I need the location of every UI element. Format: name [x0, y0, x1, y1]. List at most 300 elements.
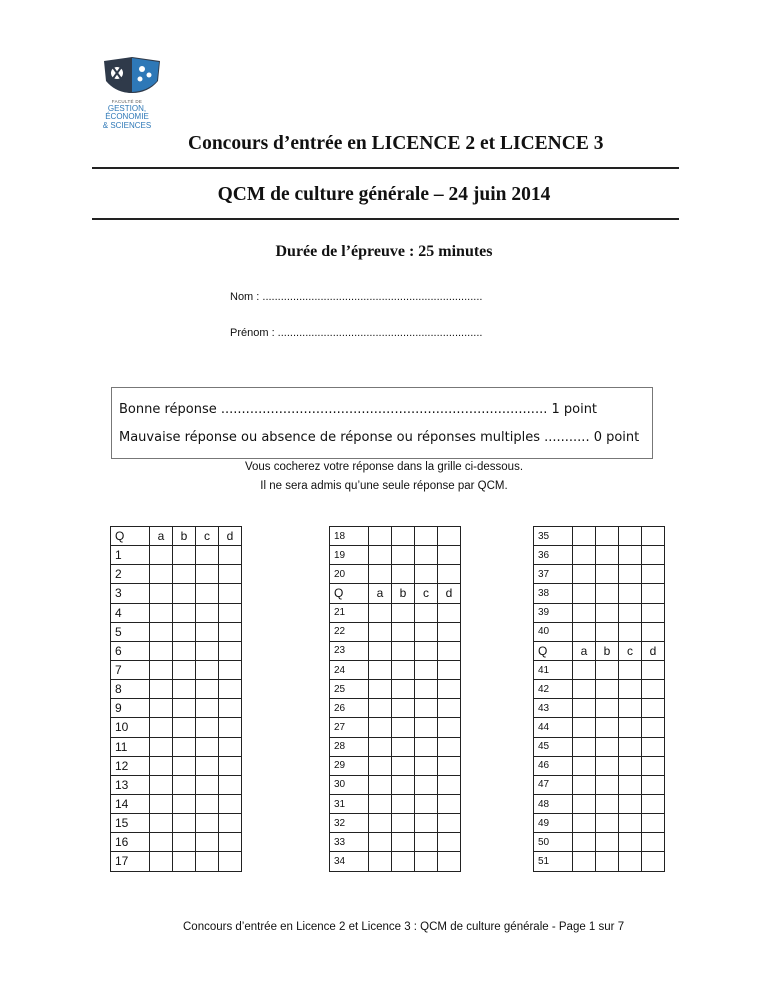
answer-checkbox-cell[interactable] [438, 718, 461, 737]
answer-checkbox-cell[interactable] [573, 699, 596, 718]
answer-checkbox-cell[interactable] [392, 680, 415, 699]
answer-checkbox-cell[interactable] [415, 641, 438, 660]
answer-checkbox-cell[interactable] [415, 603, 438, 622]
answer-checkbox-cell[interactable] [642, 718, 665, 737]
answer-checkbox-cell[interactable] [573, 622, 596, 641]
answer-checkbox-cell[interactable] [196, 756, 219, 775]
answer-checkbox-cell[interactable] [619, 680, 642, 699]
answer-option-header: b [173, 527, 196, 546]
answer-checkbox-cell[interactable] [219, 603, 242, 622]
answer-checkbox-cell[interactable] [369, 660, 392, 679]
question-number: 31 [330, 794, 369, 813]
question-number: 32 [330, 814, 369, 833]
answer-checkbox-cell[interactable] [369, 737, 392, 756]
answer-checkbox-cell[interactable] [369, 775, 392, 794]
question-row [330, 699, 461, 718]
question-row [330, 718, 461, 737]
answer-checkbox-cell[interactable] [150, 775, 173, 794]
answer-checkbox-cell[interactable] [642, 584, 665, 603]
question-number: 30 [330, 775, 369, 794]
answer-checkbox-cell[interactable] [150, 546, 173, 565]
answer-checkbox-cell[interactable] [438, 680, 461, 699]
answer-checkbox-cell[interactable] [150, 814, 173, 833]
answer-checkbox-cell[interactable] [196, 699, 219, 718]
question-number: 35 [534, 527, 573, 546]
answer-checkbox-cell[interactable] [642, 775, 665, 794]
answer-checkbox-cell[interactable] [150, 699, 173, 718]
question-column-header: Q [111, 527, 150, 546]
answer-checkbox-cell[interactable] [369, 603, 392, 622]
answer-checkbox-cell[interactable] [438, 699, 461, 718]
answer-option-header: d [219, 527, 242, 546]
answer-checkbox-cell[interactable] [173, 833, 196, 852]
question-row [111, 622, 242, 641]
answer-checkbox-cell[interactable] [596, 718, 619, 737]
logo-line-2: ÉCONOMIE [105, 112, 149, 122]
answer-checkbox-cell[interactable] [196, 622, 219, 641]
answer-checkbox-cell[interactable] [596, 603, 619, 622]
answer-checkbox-cell[interactable] [619, 546, 642, 565]
answer-checkbox-cell[interactable] [219, 565, 242, 584]
question-row [534, 737, 665, 756]
question-number: 27 [330, 718, 369, 737]
answer-checkbox-cell[interactable] [619, 718, 642, 737]
answer-checkbox-cell[interactable] [173, 699, 196, 718]
answer-checkbox-cell[interactable] [596, 546, 619, 565]
question-column-header: Q [534, 641, 573, 660]
answer-checkbox-cell[interactable] [596, 622, 619, 641]
prenom-field[interactable]: Prénom : ................................................................... [230, 327, 483, 339]
question-number: 34 [330, 852, 369, 871]
answer-checkbox-cell[interactable] [369, 546, 392, 565]
answer-checkbox-cell[interactable] [392, 699, 415, 718]
answer-checkbox-cell[interactable] [150, 680, 173, 699]
answer-checkbox-cell[interactable] [415, 718, 438, 737]
answer-checkbox-cell[interactable] [369, 852, 392, 871]
answer-checkbox-cell[interactable] [392, 852, 415, 871]
answer-checkbox-cell[interactable] [392, 565, 415, 584]
grid-header-row [534, 641, 665, 660]
answer-checkbox-cell[interactable] [173, 565, 196, 584]
answer-checkbox-cell[interactable] [596, 852, 619, 871]
answer-checkbox-cell[interactable] [173, 794, 196, 813]
answer-checkbox-cell[interactable] [196, 718, 219, 737]
answer-checkbox-cell[interactable] [596, 814, 619, 833]
answer-checkbox-cell[interactable] [438, 546, 461, 565]
question-row [111, 852, 242, 871]
question-number: 51 [534, 852, 573, 871]
question-number: 3 [111, 584, 150, 603]
question-number: 6 [111, 641, 150, 660]
answer-checkbox-cell[interactable] [150, 794, 173, 813]
answer-checkbox-cell[interactable] [573, 565, 596, 584]
scoring-correct: Bonne réponse ............................................................................... 1 point [119, 402, 598, 417]
answer-checkbox-cell[interactable] [392, 641, 415, 660]
answer-checkbox-cell[interactable] [415, 565, 438, 584]
question-number: 47 [534, 775, 573, 794]
answer-checkbox-cell[interactable] [392, 814, 415, 833]
answer-checkbox-cell[interactable] [150, 641, 173, 660]
title-divider-bottom [92, 218, 679, 220]
answer-checkbox-cell[interactable] [619, 699, 642, 718]
question-number: 11 [111, 737, 150, 756]
answer-checkbox-cell[interactable] [369, 699, 392, 718]
answer-checkbox-cell[interactable] [596, 794, 619, 813]
answer-checkbox-cell[interactable] [369, 641, 392, 660]
answer-checkbox-cell[interactable] [173, 852, 196, 871]
question-row [330, 737, 461, 756]
answer-checkbox-cell[interactable] [219, 546, 242, 565]
answer-checkbox-cell[interactable] [438, 565, 461, 584]
answer-checkbox-cell[interactable] [369, 756, 392, 775]
question-number: 39 [534, 603, 573, 622]
answer-checkbox-cell[interactable] [642, 680, 665, 699]
answer-checkbox-cell[interactable] [219, 756, 242, 775]
answer-checkbox-cell[interactable] [415, 622, 438, 641]
answer-checkbox-cell[interactable] [392, 794, 415, 813]
question-number: 40 [534, 622, 573, 641]
question-number: 38 [534, 584, 573, 603]
answer-checkbox-cell[interactable] [150, 584, 173, 603]
answer-checkbox-cell[interactable] [438, 737, 461, 756]
answer-checkbox-cell[interactable] [196, 814, 219, 833]
answer-checkbox-cell[interactable] [573, 756, 596, 775]
answer-checkbox-cell[interactable] [619, 737, 642, 756]
answer-checkbox-cell[interactable] [369, 814, 392, 833]
answer-checkbox-cell[interactable] [369, 622, 392, 641]
answer-checkbox-cell[interactable] [196, 584, 219, 603]
answer-checkbox-cell[interactable] [642, 699, 665, 718]
answer-checkbox-cell[interactable] [596, 660, 619, 679]
question-row [111, 756, 242, 775]
answer-checkbox-cell[interactable] [392, 756, 415, 775]
answer-checkbox-cell[interactable] [415, 546, 438, 565]
answer-checkbox-cell[interactable] [196, 603, 219, 622]
answer-checkbox-cell[interactable] [619, 775, 642, 794]
answer-checkbox-cell[interactable] [173, 814, 196, 833]
answer-checkbox-cell[interactable] [150, 756, 173, 775]
answer-option-header: a [369, 584, 392, 603]
answer-checkbox-cell[interactable] [219, 641, 242, 660]
answer-grid-2 [329, 526, 461, 872]
answer-checkbox-cell[interactable] [173, 660, 196, 679]
answer-checkbox-cell[interactable] [415, 814, 438, 833]
question-row [330, 660, 461, 679]
answer-checkbox-cell[interactable] [573, 737, 596, 756]
answer-checkbox-cell[interactable] [219, 852, 242, 871]
answer-checkbox-cell[interactable] [196, 775, 219, 794]
answer-checkbox-cell[interactable] [596, 565, 619, 584]
answer-checkbox-cell[interactable] [573, 775, 596, 794]
answer-checkbox-cell[interactable] [150, 737, 173, 756]
answer-checkbox-cell[interactable] [596, 756, 619, 775]
answer-checkbox-cell[interactable] [438, 603, 461, 622]
answer-checkbox-cell[interactable] [573, 603, 596, 622]
answer-checkbox-cell[interactable] [642, 565, 665, 584]
answer-checkbox-cell[interactable] [596, 584, 619, 603]
answer-checkbox-cell[interactable] [596, 833, 619, 852]
answer-checkbox-cell[interactable] [619, 660, 642, 679]
question-row [111, 794, 242, 813]
answer-checkbox-cell[interactable] [173, 775, 196, 794]
answer-checkbox-cell[interactable] [392, 603, 415, 622]
answer-checkbox-cell[interactable] [619, 852, 642, 871]
answer-checkbox-cell[interactable] [642, 603, 665, 622]
answer-checkbox-cell[interactable] [619, 814, 642, 833]
answer-checkbox-cell[interactable] [219, 699, 242, 718]
answer-checkbox-cell[interactable] [415, 660, 438, 679]
answer-checkbox-cell[interactable] [369, 527, 392, 546]
question-number: 45 [534, 737, 573, 756]
answer-checkbox-cell[interactable] [392, 527, 415, 546]
answer-checkbox-cell[interactable] [150, 833, 173, 852]
answer-checkbox-cell[interactable] [573, 833, 596, 852]
question-number: 2 [111, 565, 150, 584]
answer-checkbox-cell[interactable] [596, 680, 619, 699]
question-row [534, 546, 665, 565]
answer-checkbox-cell[interactable] [196, 833, 219, 852]
answer-checkbox-cell[interactable] [196, 641, 219, 660]
answer-checkbox-cell[interactable] [219, 814, 242, 833]
question-row [534, 603, 665, 622]
answer-option-header: a [573, 641, 596, 660]
answer-checkbox-cell[interactable] [438, 660, 461, 679]
answer-checkbox-cell[interactable] [415, 680, 438, 699]
answer-checkbox-cell[interactable] [392, 622, 415, 641]
question-number: 33 [330, 833, 369, 852]
question-number: 48 [534, 794, 573, 813]
answer-checkbox-cell[interactable] [596, 527, 619, 546]
question-row [111, 737, 242, 756]
answer-checkbox-cell[interactable] [173, 603, 196, 622]
answer-checkbox-cell[interactable] [619, 756, 642, 775]
question-row [111, 680, 242, 699]
question-row [330, 622, 461, 641]
answer-checkbox-cell[interactable] [619, 527, 642, 546]
answer-checkbox-cell[interactable] [415, 699, 438, 718]
answer-option-header: d [438, 584, 461, 603]
answer-checkbox-cell[interactable] [642, 622, 665, 641]
answer-checkbox-cell[interactable] [415, 852, 438, 871]
answer-checkbox-cell[interactable] [392, 660, 415, 679]
answer-option-header: c [196, 527, 219, 546]
logo-line-3: & SCIENCES [102, 120, 152, 130]
answer-checkbox-cell[interactable] [438, 794, 461, 813]
question-row [330, 852, 461, 871]
question-row [330, 565, 461, 584]
question-row [534, 660, 665, 679]
answer-checkbox-cell[interactable] [573, 814, 596, 833]
question-row [534, 852, 665, 871]
answer-checkbox-cell[interactable] [173, 718, 196, 737]
answer-checkbox-cell[interactable] [173, 756, 196, 775]
answer-checkbox-cell[interactable] [438, 641, 461, 660]
answer-checkbox-cell[interactable] [173, 546, 196, 565]
answer-checkbox-cell[interactable] [619, 565, 642, 584]
question-number: 8 [111, 680, 150, 699]
answer-checkbox-cell[interactable] [619, 794, 642, 813]
answer-checkbox-cell[interactable] [573, 852, 596, 871]
question-number: 18 [330, 527, 369, 546]
answer-checkbox-cell[interactable] [415, 833, 438, 852]
answer-checkbox-cell[interactable] [573, 546, 596, 565]
logo-faculty-label: FACULTÉ DE [111, 99, 143, 104]
question-row [111, 660, 242, 679]
answer-checkbox-cell[interactable] [438, 852, 461, 871]
question-number: 23 [330, 641, 369, 660]
answer-checkbox-cell[interactable] [415, 527, 438, 546]
answer-checkbox-cell[interactable] [619, 622, 642, 641]
exam-title: Concours d’entrée en LICENCE 2 et LICENCE 3 [188, 133, 604, 154]
question-number: 49 [534, 814, 573, 833]
answer-option-header: b [392, 584, 415, 603]
answer-checkbox-cell[interactable] [619, 603, 642, 622]
answer-checkbox-cell[interactable] [573, 527, 596, 546]
question-number: 37 [534, 565, 573, 584]
scoring-box [111, 387, 653, 459]
answer-checkbox-cell[interactable] [642, 527, 665, 546]
question-row [111, 833, 242, 852]
answer-option-header: b [596, 641, 619, 660]
answer-checkbox-cell[interactable] [173, 641, 196, 660]
answer-checkbox-cell[interactable] [196, 794, 219, 813]
answer-checkbox-cell[interactable] [392, 546, 415, 565]
answer-checkbox-cell[interactable] [642, 660, 665, 679]
exam-duration: Durée de l’épreuve : 25 minutes [275, 243, 493, 260]
answer-checkbox-cell[interactable] [415, 737, 438, 756]
answer-checkbox-cell[interactable] [642, 833, 665, 852]
answer-checkbox-cell[interactable] [642, 852, 665, 871]
question-number: 12 [111, 756, 150, 775]
answer-checkbox-cell[interactable] [173, 622, 196, 641]
question-row [111, 718, 242, 737]
answer-checkbox-cell[interactable] [150, 603, 173, 622]
answer-checkbox-cell[interactable] [219, 680, 242, 699]
question-number: 42 [534, 680, 573, 699]
answer-checkbox-cell[interactable] [596, 737, 619, 756]
question-number: 10 [111, 718, 150, 737]
page-footer: Concours d’entrée en Licence 2 et Licence 3 : QCM de culture générale - Page 1 sur 7 [183, 921, 625, 933]
answer-checkbox-cell[interactable] [173, 737, 196, 756]
answer-option-header: d [642, 641, 665, 660]
answer-checkbox-cell[interactable] [150, 622, 173, 641]
question-number: 15 [111, 814, 150, 833]
answer-checkbox-cell[interactable] [619, 833, 642, 852]
answer-checkbox-cell[interactable] [196, 852, 219, 871]
answer-checkbox-cell[interactable] [196, 546, 219, 565]
answer-checkbox-cell[interactable] [219, 775, 242, 794]
answer-option-header: a [150, 527, 173, 546]
answer-checkbox-cell[interactable] [415, 775, 438, 794]
answer-checkbox-cell[interactable] [619, 584, 642, 603]
question-row [330, 527, 461, 546]
answer-checkbox-cell[interactable] [369, 565, 392, 584]
answer-checkbox-cell[interactable] [642, 737, 665, 756]
answer-checkbox-cell[interactable] [150, 718, 173, 737]
question-row [111, 641, 242, 660]
question-number: 26 [330, 699, 369, 718]
answer-checkbox-cell[interactable] [438, 833, 461, 852]
answer-checkbox-cell[interactable] [150, 852, 173, 871]
question-row [534, 565, 665, 584]
answer-checkbox-cell[interactable] [415, 756, 438, 775]
answer-grid-3 [533, 526, 665, 872]
scoring-wrong: Mauvaise réponse ou absence de réponse ou réponses multiples ........... 0 point [119, 430, 640, 445]
answer-checkbox-cell[interactable] [369, 680, 392, 699]
answer-checkbox-cell[interactable] [369, 833, 392, 852]
grid-header-row [330, 584, 461, 603]
question-number: 44 [534, 718, 573, 737]
question-number: 17 [111, 852, 150, 871]
exam-subtitle: QCM de culture générale – 24 juin 2014 [217, 184, 551, 205]
answer-checkbox-cell[interactable] [438, 622, 461, 641]
question-number: 50 [534, 833, 573, 852]
answer-checkbox-cell[interactable] [196, 680, 219, 699]
question-row [330, 833, 461, 852]
answer-checkbox-cell[interactable] [219, 718, 242, 737]
question-row [534, 718, 665, 737]
answer-checkbox-cell[interactable] [573, 660, 596, 679]
question-row [330, 814, 461, 833]
answer-checkbox-cell[interactable] [196, 660, 219, 679]
answer-checkbox-cell[interactable] [392, 737, 415, 756]
answer-checkbox-cell[interactable] [150, 565, 173, 584]
answer-checkbox-cell[interactable] [369, 794, 392, 813]
answer-checkbox-cell[interactable] [219, 794, 242, 813]
answer-checkbox-cell[interactable] [196, 737, 219, 756]
answer-checkbox-cell[interactable] [369, 718, 392, 737]
question-row [534, 775, 665, 794]
answer-checkbox-cell[interactable] [392, 833, 415, 852]
answer-checkbox-cell[interactable] [573, 680, 596, 699]
instruction-line-1: Vous cocherez votre réponse dans la grille ci-dessous. [244, 461, 524, 473]
answer-checkbox-cell[interactable] [219, 737, 242, 756]
answer-checkbox-cell[interactable] [438, 814, 461, 833]
answer-checkbox-cell[interactable] [150, 660, 173, 679]
answer-checkbox-cell[interactable] [438, 527, 461, 546]
question-number: 46 [534, 756, 573, 775]
answer-checkbox-cell[interactable] [392, 775, 415, 794]
answer-checkbox-cell[interactable] [596, 699, 619, 718]
answer-checkbox-cell[interactable] [596, 775, 619, 794]
answer-checkbox-cell[interactable] [219, 660, 242, 679]
nom-field[interactable]: Nom : ........................................................................ [230, 291, 483, 303]
question-column-header: Q [330, 584, 369, 603]
answer-checkbox-cell[interactable] [438, 756, 461, 775]
answer-checkbox-cell[interactable] [219, 622, 242, 641]
answer-checkbox-cell[interactable] [642, 546, 665, 565]
question-row [330, 546, 461, 565]
answer-checkbox-cell[interactable] [196, 565, 219, 584]
answer-checkbox-cell[interactable] [415, 794, 438, 813]
answer-checkbox-cell[interactable] [392, 718, 415, 737]
answer-checkbox-cell[interactable] [173, 680, 196, 699]
answer-checkbox-cell[interactable] [438, 775, 461, 794]
answer-checkbox-cell[interactable] [173, 584, 196, 603]
answer-checkbox-cell[interactable] [573, 718, 596, 737]
answer-checkbox-cell[interactable] [219, 833, 242, 852]
answer-checkbox-cell[interactable] [642, 814, 665, 833]
answer-checkbox-cell[interactable] [573, 794, 596, 813]
answer-checkbox-cell[interactable] [642, 794, 665, 813]
answer-checkbox-cell[interactable] [642, 756, 665, 775]
answer-checkbox-cell[interactable] [219, 584, 242, 603]
question-row [330, 775, 461, 794]
question-row [534, 584, 665, 603]
answer-checkbox-cell[interactable] [573, 584, 596, 603]
question-number: 4 [111, 603, 150, 622]
question-row [111, 565, 242, 584]
